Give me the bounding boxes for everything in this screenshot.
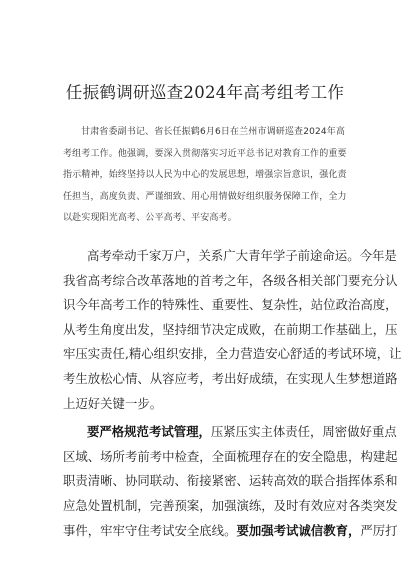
article-summary [63, 122, 373, 230]
body-line: 区域、场所考前考中检查，全面梳理存在的安全隐患，构建起 [63, 448, 398, 464]
summary-line: 任担当，高度负责、严谨细致、用心用情做好组织服务保障工作，全力 [63, 191, 347, 202]
body-line [63, 420, 397, 445]
body-line: 牢压实责任,精心组织安排，全力营造安心舒适的考试环境，让 [63, 346, 402, 362]
summary-line: 以赴实现阳光高考、公平高考、平安高考。 [63, 213, 237, 224]
body-line: 上迈好关键一步。 [63, 395, 163, 411]
body-text: 压紧压实主体责任，周密做好重点 [210, 424, 397, 440]
body-text: 严厉打 [360, 522, 398, 538]
summary-line: 指示精神，始终坚持以人民为中心的发展思想，增强宗旨意识，强化责 [63, 170, 347, 181]
body-line: 我省高考综合改革落地的首考之年，各级各相关部门要充分认 [63, 272, 398, 288]
body-line: 应急处置机制，完善预案，加强演练，及时有效应对各类突发 [63, 497, 398, 513]
bold-lead: 要加强考试诚信教育， [236, 522, 361, 538]
paragraph [63, 420, 398, 543]
bold-lead: 要严格规范考试管理， [87, 424, 211, 440]
body-line: 考生放松心情、从容应考，考出好成绩，在实现人生梦想道路 [63, 370, 398, 386]
body-line: 高考牵动千家万户，关系广大青年学子前途命运。今年是 [87, 248, 397, 263]
body-line: 识今年高考工作的特殊性、重要性、复杂性，站位政治高度， [63, 297, 398, 313]
body-line: 从考生角度出发，坚持细节决定成败，在前期工作基础上，压 [63, 321, 398, 337]
paragraph [63, 244, 402, 416]
article-body [63, 244, 402, 543]
summary-line: 考组考工作。他强调，要深入贯彻落实习近平总书记对教育工作的重要 [63, 148, 347, 159]
body-text: 事件，牢牢守住考试安全底线。 [63, 522, 237, 538]
body-line: 职责清晰、协同联动、衔接紧密、运转高效的联合指挥体系和 [63, 473, 398, 489]
article-title: 任振鹤调研巡查2024年高考组考工作 [65, 83, 345, 102]
summary-line: 甘肃省委副书记、省长任振鹤6月6日在兰州市调研巡查2024年高 [81, 127, 346, 137]
body-line [63, 519, 398, 544]
